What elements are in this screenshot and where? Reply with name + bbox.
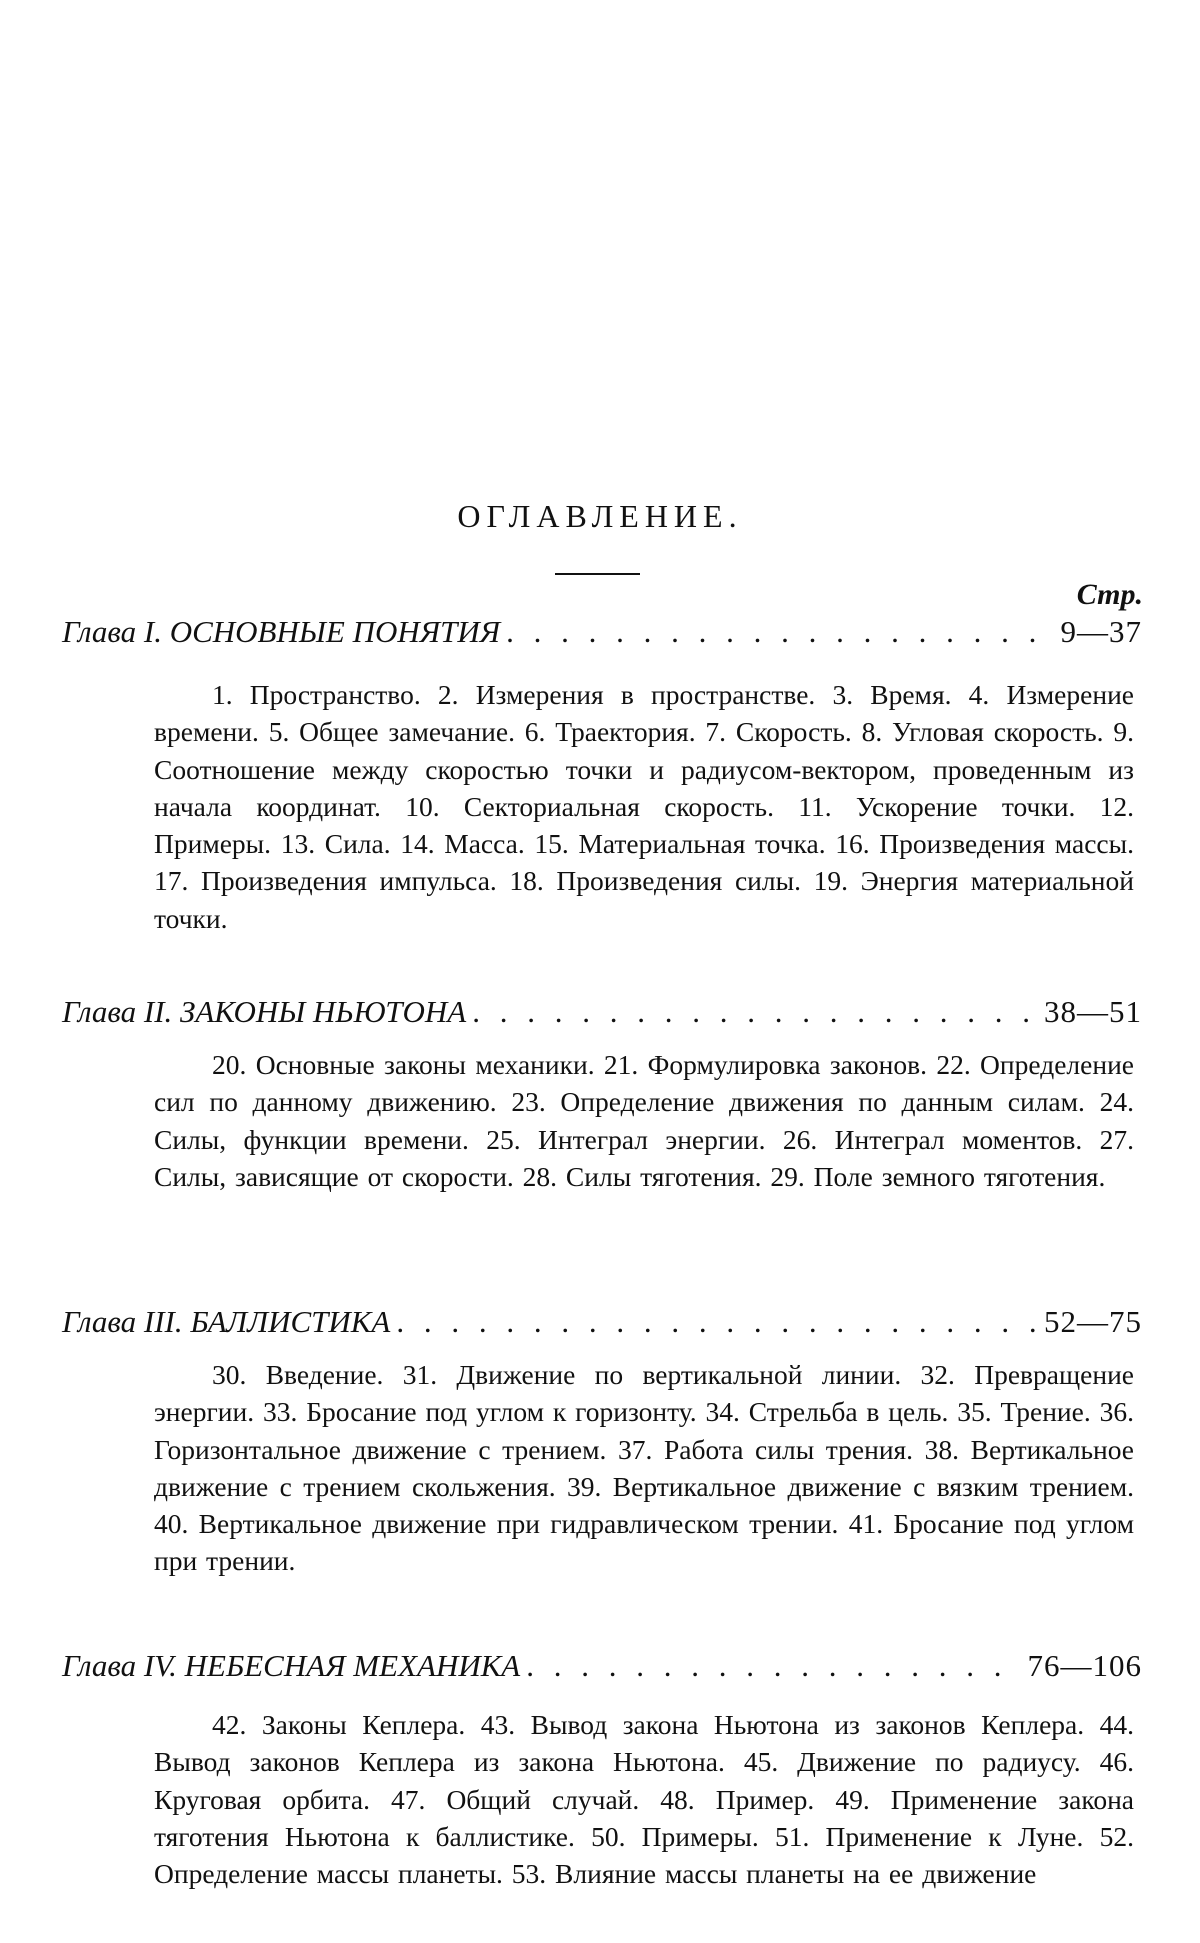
chapter-label: Глава III. БАЛЛИСТИКА	[62, 1304, 391, 1339]
chapter-heading	[62, 992, 1142, 1032]
chapter-1	[62, 612, 1142, 937]
page-column-header: Стр.	[1076, 578, 1143, 611]
chapter-sections: 20. Основные законы механики. 21. Формулировка законов. 22. Определение сил по данному движению. 23. Определение движения по данным силам. 24. Силы, функции времени. 25. Интеграл энергии. 26. Интеграл моментов. 27. Силы, зависящие от скорости. 28. Силы тяготения. 29. Поле земного тяготения.	[154, 1049, 1134, 1192]
chapter-sections: 1. Пространство. 2. Измерения в пространстве. 3. Время. 4. Измерение времени. 5. Общее замечание. 6. Траектория. 7. Скорость. 8. Угловая скорость. 9. Соотношение между скоростью точки и радиусом-вектором, проведенным из начала координат. 10. Секториальная скорость. 11. Ускорение точки. 12. Примеры. 13. Сила. 14. Масса. 15. Материальная точка. 16. Произведения массы. 17. Произведения импульса. 18. Произведения силы. 19. Энергия материальной точки.	[154, 679, 1134, 934]
chapter-heading	[62, 612, 1142, 652]
chapter-heading	[62, 1646, 1142, 1686]
toc-title: ОГЛАВЛЕНИЕ.	[457, 498, 743, 534]
dot-leader	[396, 1302, 1038, 1342]
chapter-label: Глава II. ЗАКОНЫ НЬЮТОНА	[62, 994, 467, 1029]
dot-leader	[472, 992, 1038, 1032]
chapter-pages: 9—37	[1060, 614, 1142, 649]
chapter-sections: 42. Законы Кеплера. 43. Вывод закона Ньютона из законов Кеплера. 44. Вывод законов Кеплера из закона Ньютона. 45. Движение по радиусу. 46. Круговая орбита. 47. Общий случай. 48. Пример. 49. Применение закона тяготения Ньютона к баллистике. 50. Примеры. 51. Применение к Луне. 52. Определение массы планеты. 53. Влияние массы планеты на ее движение	[154, 1709, 1134, 1890]
dot-leader	[506, 612, 1054, 652]
dot-leader	[526, 1646, 1021, 1686]
chapter-pages: 52—75	[1044, 1304, 1142, 1339]
chapter-3	[62, 1302, 1142, 1580]
chapter-label: Глава I. ОСНОВНЫЕ ПОНЯТИЯ	[62, 614, 501, 649]
chapter-2	[62, 992, 1142, 1195]
chapter-pages: 76—106	[1027, 1648, 1142, 1683]
chapter-4	[62, 1646, 1142, 1892]
chapter-heading	[62, 1302, 1142, 1342]
chapter-pages: 38—51	[1044, 994, 1142, 1029]
chapter-sections: 30. Введение. 31. Движение по вертикальной линии. 32. Превращение энергии. 33. Бросание под углом к горизонту. 34. Стрельба в цель. 35. Трение. 36. Горизонтальное движение с трением. 37. Работа силы трения. 38. Вертикальное движение с трением скольжения. 39. Вертикальное движение с вязким трением. 40. Вертикальное движение при гидравлическом трении. 41. Бросание под углом при трении.	[154, 1359, 1134, 1577]
title-rule	[555, 573, 640, 575]
chapter-label: Глава IV. НЕБЕСНАЯ МЕХАНИКА	[62, 1648, 521, 1683]
